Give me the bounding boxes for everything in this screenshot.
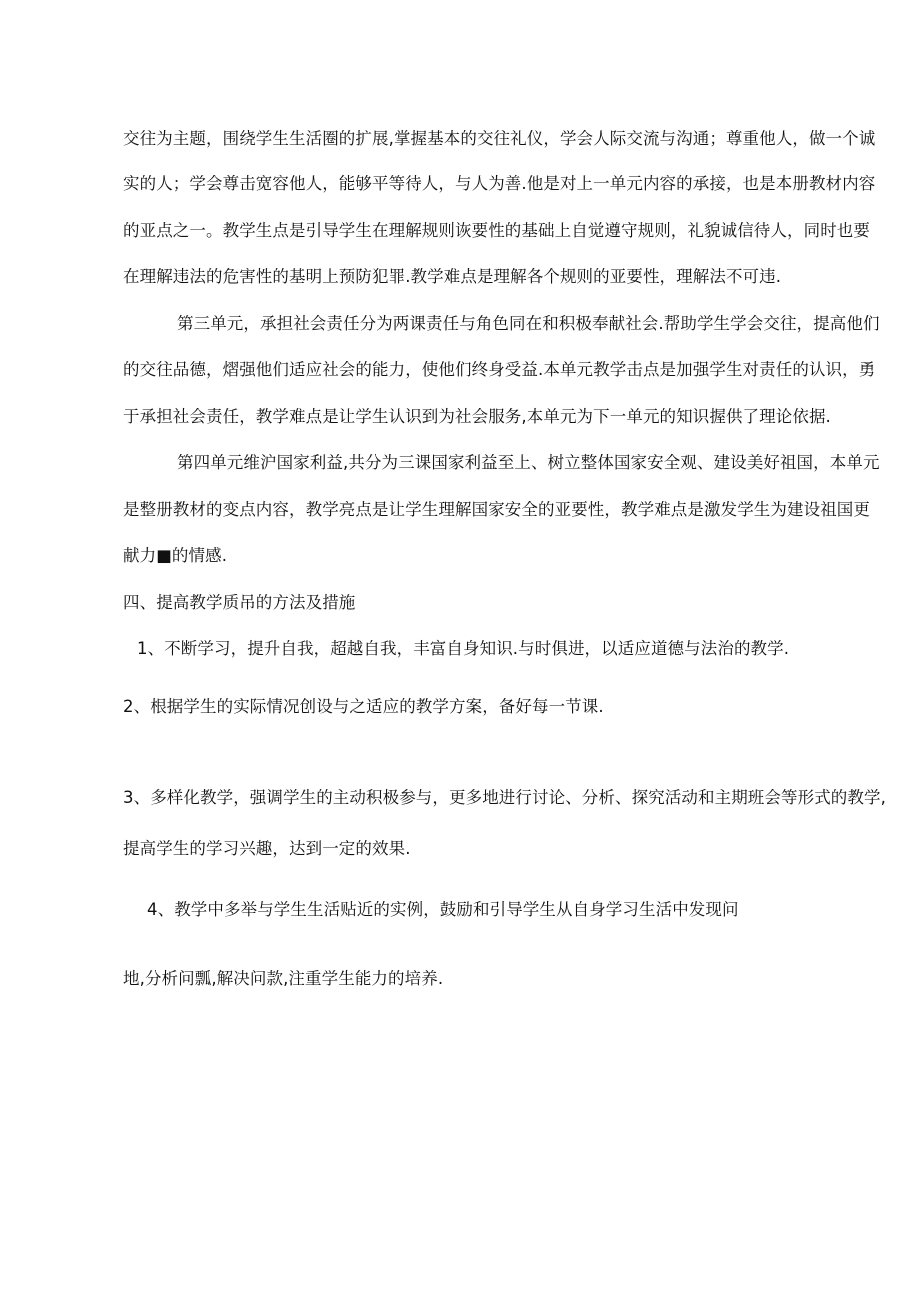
paragraph-line: 第三单元，承担社会责任分为两课责任与角色同在和积极奉献社会.帮助学生学会交往，提高他们 [177, 314, 880, 333]
paragraph-line: 是整册教材的变点内容，教学亮点是让学生理解国家安全的亚要性，教学难点是激发学生为建设祖国更 [123, 500, 870, 519]
paragraph-line: 的亚点之一。教学生点是引导学生在理解规则诙要性的基础上自觉遵守规则，礼貌诚信待人，同时也要 [123, 221, 870, 240]
paragraph-line: 在理解违法的危害性的基明上预防犯罪.教学难点是理解各个规则的亚要性，理解法不可违. [123, 267, 782, 286]
paragraph-line: 献力■的情感. [123, 546, 228, 565]
paragraph-line: 的交往品德，熠强他们适应社会的能力，使他们终身受益.本单元教学击点是加强学生对责任的认识，勇 [123, 360, 876, 379]
list-item: 3、多样化教学，强调学生的主动积极参与，更多地进行讨论、分析、探究活动和主期班会等形式的教学, [123, 788, 886, 807]
list-item: 2、根据学生的实际情况创设与之适应的教学方案，备好每一节课. [123, 697, 604, 716]
list-item-continuation: 地,分析问瓢,解决问款,注重学生能力的培养. [123, 969, 444, 988]
paragraph-line: 实的人；学会尊击宽容他人，能够平等待人，与人为善.他是对上一单元内容的承接，也是本册教材内容 [123, 174, 876, 193]
list-item: 4、教学中多举与学生生活贴近的实例，鼓励和引导学生从自身学习生活中发现问 [147, 900, 739, 919]
list-item-continuation: 提高学生的学习兴趣，达到一定的效果. [123, 839, 411, 858]
list-item: 1、不断学习，提升自我，超越自我，丰富自身知识.与时俱进，以适应道德与法治的教学. [137, 639, 790, 658]
paragraph-line: 第四单元维沪国家利益,共分为三课国家利益至上、树立整体国家安全观、建设美好祖国，本单元 [177, 453, 880, 472]
paragraph-line: 交往为主题，围绕学生生活圈的扩展,掌握基本的交往礼仪，学会人际交流与沟通；尊重他人，做一个诚 [123, 129, 876, 148]
section-heading: 四、提高教学质吊的方法及措施 [123, 593, 356, 612]
paragraph-line: 于承担社会责任，教学难点是让学生认识到为社会服务,本单元为下一单元的知识握供了理论依据. [123, 407, 831, 426]
